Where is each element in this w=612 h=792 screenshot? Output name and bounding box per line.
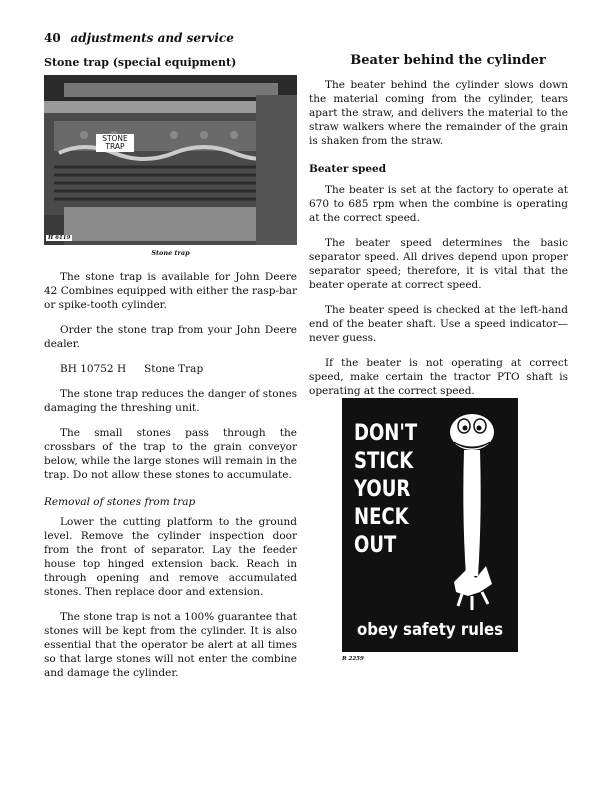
left-column-text xyxy=(44,270,297,680)
slogan-line: NECK xyxy=(354,505,409,530)
safety-poster xyxy=(342,398,518,652)
paragraph: The beater speed is checked at the left-hand end of the beater shaft. Use a speed indicator—never guess. xyxy=(309,304,568,344)
stone-trap-photo xyxy=(44,75,297,245)
part-number: BH 10752 H xyxy=(60,363,127,375)
paragraph: The small stones pass through the crossbars of the trap to the grain conveyor below, while the large stones will remain in the trap. Do not allow these stones to accumulate. xyxy=(44,427,297,481)
poster-footer: obey safety rules xyxy=(356,620,504,640)
slogan-line: DON'T xyxy=(354,421,418,446)
paragraph: The beater speed determines the basic separator speed. All drives depend upon proper separator speed; therefore, it is vital that the beater operate at correct speed. xyxy=(309,237,568,291)
paragraph: Order the stone trap from your John Deere dealer. xyxy=(44,324,297,350)
paragraph: The stone trap is available for John Deere 42 Combines equipped with either the rasp-bar or spike-tooth cylinder. xyxy=(44,271,297,311)
ostrich-illustration xyxy=(432,406,518,614)
beater-heading: Beater behind the cylinder xyxy=(350,53,546,68)
section-title: adjustments and service xyxy=(70,31,234,45)
paragraph: The beater is set at the factory to operate at 670 to 685 rpm when the combine is operating at the correct speed. xyxy=(309,184,568,224)
beater-speed-heading: Beater speed xyxy=(309,163,387,175)
paragraph: Lower the cutting platform to the ground level. Remove the cylinder inspection door from the front of separator. Lay the feeder house top hinged extension back. Reach in through opening and remove accumulated stones. Then replace door and extension. xyxy=(44,516,297,598)
stone-trap-callout: STONE TRAP xyxy=(96,134,134,152)
part-listing xyxy=(44,362,297,376)
photo-code: H 6119 xyxy=(48,235,71,241)
photo-caption: Stone trap xyxy=(151,249,190,257)
removal-heading: Removal of stones from trap xyxy=(44,496,196,508)
stone-trap-heading: Stone trap (special equipment) xyxy=(44,56,237,69)
right-column-text xyxy=(309,78,568,398)
poster-code: R 2259 xyxy=(342,656,364,662)
slogan-line: OUT xyxy=(354,533,397,558)
paragraph: The stone trap is not a 100% guarantee that stones will be kept from the cylinder. It is also essential that the operator be alert at all times so that large stones will not enter the combine and damage the cylinder. xyxy=(44,611,297,679)
poster-slogan xyxy=(354,420,417,560)
slogan-line: STICK xyxy=(354,449,414,474)
page-number: 40 xyxy=(44,31,61,45)
page-header xyxy=(44,31,234,45)
slogan-line: YOUR xyxy=(354,477,411,502)
paragraph: The beater behind the cylinder slows down the material coming from the cylinder, tears apart the straw, and delivers the material to the straw walkers where the remainder of the grain is shaken from the straw. xyxy=(309,79,568,147)
paragraph: If the beater is not operating at correct speed, make certain the tractor PTO shaft is operating at the correct speed. xyxy=(309,357,568,397)
paragraph: The stone trap reduces the danger of stones damaging the threshing unit. xyxy=(44,388,297,414)
part-name: Stone Trap xyxy=(144,363,204,375)
